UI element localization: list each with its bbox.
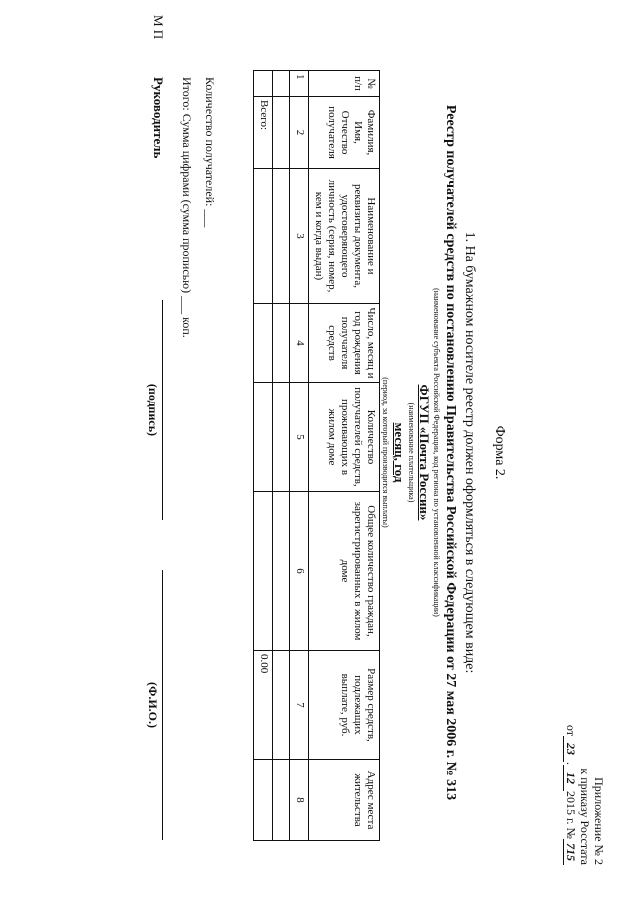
period-value: месяц, год xyxy=(392,422,407,483)
col-header-document: Наименование и реквизиты документа, удостоверяющего личность (серия, номер, кем и когда выдан) xyxy=(309,169,380,304)
appendix-header xyxy=(563,725,606,865)
table-row-column-numbers xyxy=(290,71,309,841)
register-table xyxy=(253,70,380,841)
fio-line xyxy=(162,570,163,840)
column-number: 4 xyxy=(290,304,309,383)
table-cell xyxy=(273,651,290,760)
handwritten-day: 23 xyxy=(563,736,578,762)
col-header-birthdate: Число, месяц и год рождения получателя средств xyxy=(309,304,380,383)
table-cell xyxy=(273,97,290,169)
caption-period: (период, за который производится выплаты) xyxy=(381,377,390,528)
fio-caption: (Ф.И.О.) xyxy=(146,682,160,728)
table-cell xyxy=(254,169,273,304)
column-number: 5 xyxy=(290,383,309,492)
total-label: Всего: xyxy=(254,97,273,169)
date-prefix: от xyxy=(564,724,578,736)
total-amount: 0.00 xyxy=(254,651,273,760)
table-cell xyxy=(273,760,290,841)
table-cell xyxy=(273,169,290,304)
table-cell xyxy=(254,760,273,841)
stamp-place: М П xyxy=(151,15,166,40)
payer-name: ФГУП «Почта России» xyxy=(417,384,432,521)
col-header-address: Адрес места жительства xyxy=(309,760,380,841)
itogo-line: Итого: Сумма цифрами (сумма прописью) ___ коп. xyxy=(180,77,194,338)
handwritten-number: 715 xyxy=(563,839,578,865)
table-row-total xyxy=(254,71,273,841)
column-number: 6 xyxy=(290,492,309,651)
form-title: Форма 2. xyxy=(492,425,507,480)
caption-region: (наименование субъекта Российской Федерации, код региона по установленной классификации) xyxy=(432,288,441,617)
col-header-residents-count: Количество получателей средств, проживающих в жилом доме xyxy=(309,383,380,492)
register-title: Реестр получателей средств по постановлению Правительства Российской Федерации от 27 мая 2006 г. № 313 xyxy=(443,104,458,801)
date-suffix: 2015 г. № xyxy=(564,790,578,839)
table-cell xyxy=(273,71,290,97)
recipients-count: Количество получателей: ___ xyxy=(203,77,217,228)
table-cell xyxy=(254,71,273,97)
col-header-fio: Фамилия, Имя, Отчество получателя xyxy=(309,97,380,169)
signature-caption: (подпись) xyxy=(146,383,160,437)
column-number: 7 xyxy=(290,651,309,760)
table-cell xyxy=(273,492,290,651)
appendix-date-line: от23.122015 г. №715 xyxy=(563,725,578,865)
table-header-row xyxy=(309,71,380,841)
col-header-num: № п/п xyxy=(309,71,380,97)
table-cell xyxy=(273,304,290,383)
table-cell xyxy=(254,492,273,651)
table-row-empty xyxy=(273,71,290,841)
col-header-registered-count: Общее количество граждан, зарегистрированных в жилом доме xyxy=(309,492,380,651)
column-number: 8 xyxy=(290,760,309,841)
column-number: 2 xyxy=(290,97,309,169)
caption-payer: (наименование плательщика) xyxy=(407,402,416,503)
appendix-line-1: Приложение № 2 xyxy=(592,777,606,865)
col-header-amount: Размер средств, подлежащих выплате, руб. xyxy=(309,651,380,760)
table-cell xyxy=(254,383,273,492)
column-number: 3 xyxy=(290,169,309,304)
table-cell xyxy=(273,383,290,492)
signature-line xyxy=(162,300,163,520)
intro-text: 1. На бумажном носителе реестр должен оформляться в следующем виде: xyxy=(462,231,477,674)
handwritten-month: 12 xyxy=(563,765,578,791)
column-number: 1 xyxy=(290,71,309,97)
appendix-line-2: к приказу Росстата xyxy=(578,768,592,865)
head-label: Руководитель xyxy=(151,77,166,159)
table-cell xyxy=(254,304,273,383)
